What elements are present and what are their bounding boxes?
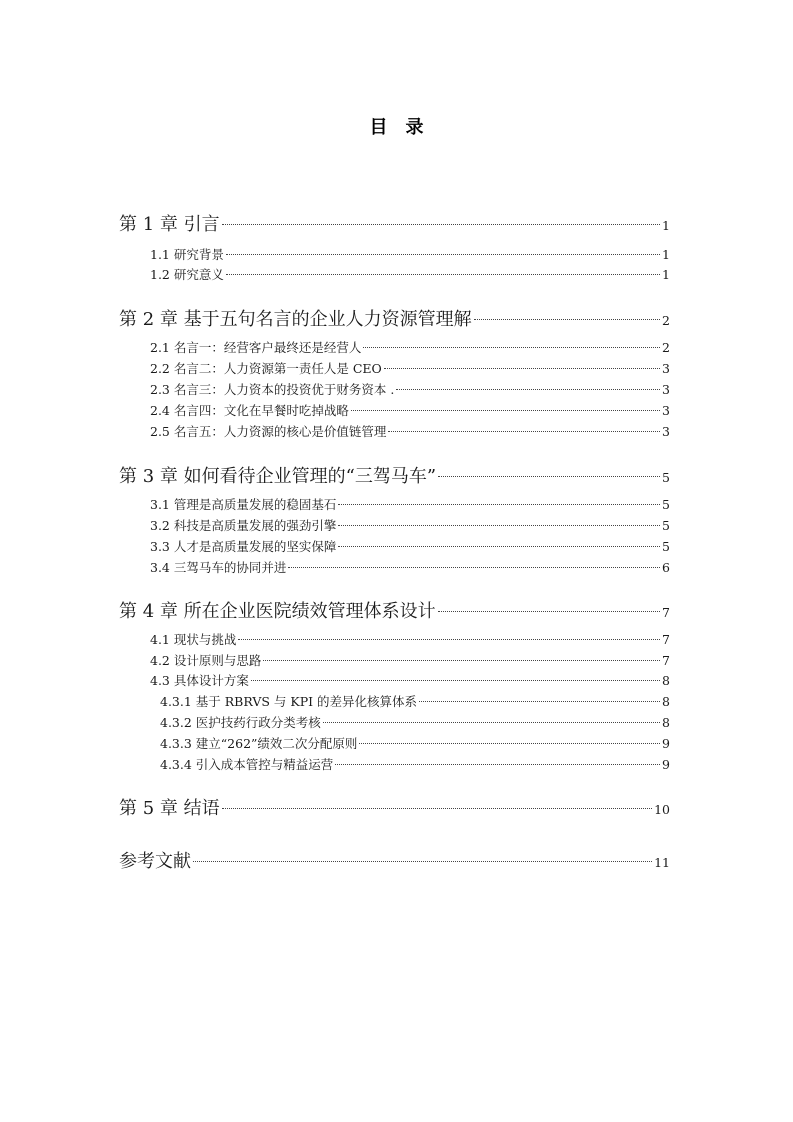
toc-page-number: 1 <box>662 218 670 233</box>
toc-page-number: 7 <box>662 605 670 620</box>
dot-leader <box>438 476 660 477</box>
toc-page-number: 11 <box>654 855 670 870</box>
toc-page-number: 10 <box>654 802 670 817</box>
dot-leader <box>222 808 652 809</box>
toc-page-number: 5 <box>662 470 670 485</box>
toc-section-entry[interactable] <box>150 401 670 419</box>
toc-entry-label: 4.3 具体设计方案 <box>150 673 249 688</box>
dot-leader <box>226 274 660 275</box>
dot-leader <box>226 254 660 255</box>
toc-page-number: 7 <box>662 653 670 668</box>
toc-section-entry[interactable] <box>150 422 670 440</box>
toc-entry-label: 参考文献 <box>119 851 191 872</box>
dot-leader <box>388 431 660 432</box>
page-title: 目录 <box>369 117 442 138</box>
toc-page-number: 6 <box>662 560 670 575</box>
dot-leader <box>338 525 660 526</box>
toc-entry-label: 第 2 章 基于五句名言的企业人力资源管理解 <box>119 309 472 330</box>
toc-entry-label: 4.3.1 基于 RBRVS 与 KPI 的差异化核算体系 <box>160 694 418 709</box>
toc-entry-label: 第 1 章 引言 <box>119 214 220 235</box>
toc-entry-label: 3.3 人才是高质量发展的坚实保障 <box>150 539 337 554</box>
toc-entry-label: 2.3 名言三：人力资本的投资优于财务资本 . <box>150 382 395 397</box>
toc-page-number: 5 <box>662 497 670 512</box>
toc-entry-label: 2.4 名言四：文化在早餐时吃掉战略 <box>150 403 349 418</box>
toc-entry-label: 2.1 名言一：经营客户最终还是经营人 <box>150 340 362 355</box>
toc-entry-label: 3.2 科技是高质量发展的强劲引擎 <box>150 518 337 533</box>
toc-page-number: 3 <box>662 403 670 418</box>
toc-page-number: 2 <box>662 313 670 328</box>
toc-entry-label: 4.2 设计原则与思路 <box>150 653 262 668</box>
toc-entry-label: 第 5 章 结语 <box>119 798 220 819</box>
toc-entry-label: 3.4 三驾马车的协同并进 <box>150 560 287 575</box>
dot-leader <box>238 639 660 640</box>
toc-page-number: 9 <box>662 757 670 772</box>
toc-entry-label: 4.3.3 建立“262”绩效二次分配原则 <box>160 736 358 751</box>
dot-leader <box>288 567 660 568</box>
toc-subsection-entry[interactable] <box>160 755 670 773</box>
toc-chapter-entry[interactable] <box>119 794 670 818</box>
toc-entry-label: 4.1 现状与挑战 <box>150 632 237 647</box>
toc-section-entry[interactable] <box>150 495 670 513</box>
toc-page-number: 5 <box>662 518 670 533</box>
dot-leader <box>263 660 660 661</box>
dot-leader <box>222 224 660 225</box>
toc-page-number: 8 <box>662 694 670 709</box>
toc-page-number: 3 <box>662 361 670 376</box>
toc-section-entry[interactable] <box>150 380 670 398</box>
dot-leader <box>335 764 660 765</box>
toc-entry-label: 2.5 名言五：人力资源的核心是价值链管理 <box>150 424 387 439</box>
toc-chapter-entry[interactable] <box>119 597 670 621</box>
toc-subsection-entry[interactable] <box>160 713 670 731</box>
dot-leader <box>251 680 660 681</box>
toc-section-entry[interactable] <box>150 359 670 377</box>
dot-leader <box>419 701 660 702</box>
toc-section-entry[interactable] <box>150 537 670 555</box>
toc-chapter-entry[interactable] <box>119 210 670 234</box>
toc-entry-label: 1.1 研究背景 <box>150 247 224 262</box>
dot-leader <box>384 368 660 369</box>
toc-section-entry[interactable] <box>150 516 670 534</box>
toc-entry-label: 第 3 章 如何看待企业管理的“三驾马车” <box>119 466 437 487</box>
toc-page-number: 3 <box>662 382 670 397</box>
dot-leader <box>351 410 660 411</box>
toc-entry-label: 3.1 管理是高质量发展的稳固基石 <box>150 497 337 512</box>
toc-section-entry[interactable] <box>150 245 670 263</box>
toc-chapter-entry[interactable] <box>119 462 670 486</box>
toc-entry-label: 4.3.2 医护技药行政分类考核 <box>160 715 321 730</box>
toc-page-number: 2 <box>662 340 670 355</box>
toc-chapter-entry[interactable] <box>119 847 670 871</box>
toc-section-entry[interactable] <box>150 651 670 669</box>
dot-leader <box>363 347 660 348</box>
toc-entry-label: 1.2 研究意义 <box>150 267 224 282</box>
dot-leader <box>396 389 660 390</box>
toc-page-number: 8 <box>662 715 670 730</box>
toc-section-entry[interactable] <box>150 630 670 648</box>
dot-leader <box>338 504 660 505</box>
dot-leader <box>474 319 660 320</box>
dot-leader <box>438 611 660 612</box>
toc-subsection-entry[interactable] <box>160 734 670 752</box>
toc-page-number: 8 <box>662 673 670 688</box>
toc-subsection-entry[interactable] <box>160 692 670 710</box>
toc-section-entry[interactable] <box>150 265 670 283</box>
toc-page-number: 9 <box>662 736 670 751</box>
toc-entry-label: 第 4 章 所在企业医院绩效管理体系设计 <box>119 601 436 622</box>
dot-leader <box>359 743 660 744</box>
toc-section-entry[interactable] <box>150 671 670 689</box>
toc-page-number: 3 <box>662 424 670 439</box>
toc-section-entry[interactable] <box>150 558 670 576</box>
toc-section-entry[interactable] <box>150 338 670 356</box>
toc-page-number: 7 <box>662 632 670 647</box>
toc-page-number: 1 <box>662 267 670 282</box>
dot-leader <box>338 546 660 547</box>
toc-entry-label: 4.3.4 引入成本管控与精益运营 <box>160 757 334 772</box>
dot-leader <box>193 861 652 862</box>
toc-page-number: 1 <box>662 247 670 262</box>
toc-page-number: 5 <box>662 539 670 554</box>
toc-chapter-entry[interactable] <box>119 305 670 329</box>
toc-entry-label: 2.2 名言二：人力资源第一责任人是 CEO <box>150 361 382 376</box>
dot-leader <box>323 722 660 723</box>
